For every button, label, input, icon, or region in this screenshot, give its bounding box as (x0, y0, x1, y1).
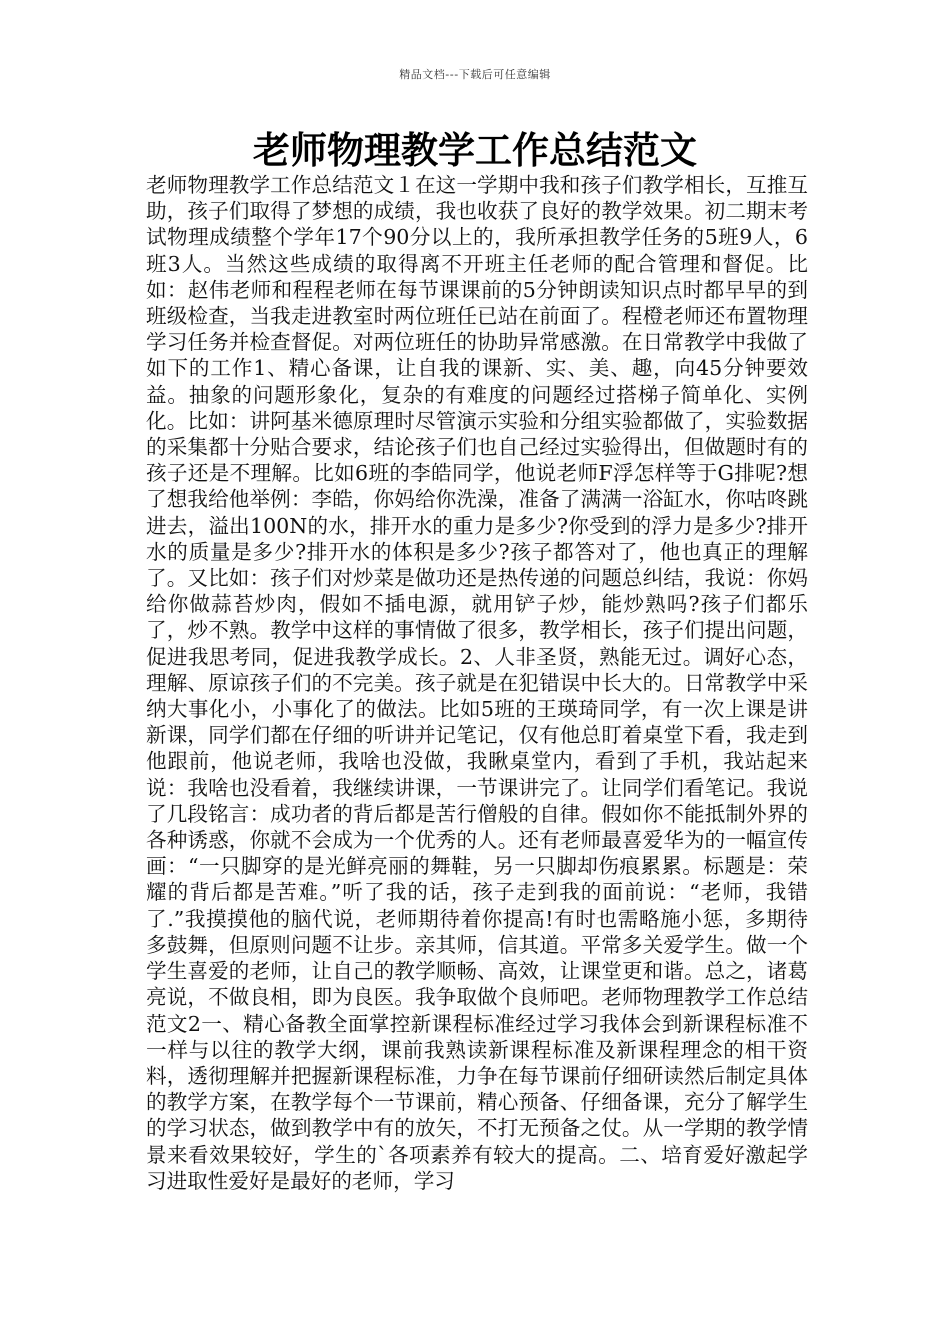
header-note: 精品文档---下载后可任意编辑 (399, 68, 551, 81)
document-title: 老师物理教学工作总结范文 (253, 129, 697, 172)
document-body: 老师物理教学工作总结范文１在这一学期中我和孩子们教学相长，互推互助，孩子们取得了梦想的成绩，我也收获了良好的教学效果。初二期末考试物理成绩整个学年17个90分以上的，我所承担教学任务的5班9人，6班3人。当然这些成绩的取得离不开班主任老师的配合管理和督促。比如：赵伟老师和程程老师在每节课课前的5分钟朗读知识点时都早早的到班级检查，当我走进教室时两位班任已站在前面了。程橙老师还布置物理学习任务并检查督促。对两位班任的协助异常感激。在日常教学中我做了如下的工作1、精心备课，让自我的课新、实、美、趣，向45分钟要效益。抽象的问题形象化，复杂的有难度的问题经过搭梯子简单化、实例化。比如：讲阿基米德原理时尽管演示实验和分组实验都做了，实验数据的采集都十分贴合要求，结论孩子们也自己经过实验得出，但做题时有的孩子还是不理解。比如6班的李皓同学，他说老师F浮怎样等于G排呢?想了想我给他举例：李皓，你妈给你洗澡，准备了满满一浴缸水，你咕咚跳进去，溢出100N的水，排开水的重力是多少?你受到的浮力是多少?排开水的质量是多少?排开水的体积是多少?孩子都答对了，他也真正的理解了。又比如：孩子们对炒菜是做功还是热传递的问题总纠结，我说：你妈给你做蒜苔炒肉，假如不插电源，就用铲子炒，能炒熟吗?孩子们都乐了，炒不熟。教学中这样的事情做了很多，教学相长，孩子们提出问题，促进我思考同，促进我教学成长。2、人非圣贤，熟能无过。调好心态，理解、原谅孩子们的不完美。孩子就是在犯错误中长大的。日常教学中采纳大事化小，小事化了的做法。比如5班的王瑛琦同学，有一次上课是讲新课，同学们都在仔细的听讲并记笔记，仅有他总盯着桌堂下看，我走到他跟前，他说老师，我啥也没做，我瞅桌堂内，看到了手机，我站起来说：我啥也没看着，我继续讲课，一节课讲完了。让同学们看笔记。我说了几段铭言：成功者的背后都是苦行僧般的自律。假如你不能抵制外界的各种诱惑，你就不会成为一个优秀的人。还有老师最喜爱华为的一幅宣传画：“一只脚穿的是光鲜亮丽的舞鞋，另一只脚却伤痕累累。标题是：荣耀的背后都是苦难。”听了我的话，孩子走到我的面前说：“老师，我错了.”我摸摸他的脑代说，老师期待着你提高!有时也需略施小惩，多期待多鼓舞，但原则问题不让步。亲其师，信其道。平常多关爱学生。做一个学生喜爱的老师，让自己的教学顺畅、高效，让课堂更和谐。总之，诸葛亮说，不做良相，即为良医。我争取做个良师吧。老师物理教学工作总结范文2一、精心备教全面掌控新课程标准经过学习我体会到新课程标准不一样与以往的教学大纲，课前我熟读新课程标准及新课程理念的相干资料，透彻理解并把握新课程标准，力争在每节课前仔细研读然后制定具体的教学方案，在教学每个一节课前，精心预备、仔细备课，充分了解学生的学习状态，做到教学中有的放矢，不打无预备之仗。从一学期的教学情景来看效果较好，学生的`各项素养有较大的提高。二、培育爱好激起学习进取性爱好是最好的老师，学习 (146, 173, 808, 1193)
